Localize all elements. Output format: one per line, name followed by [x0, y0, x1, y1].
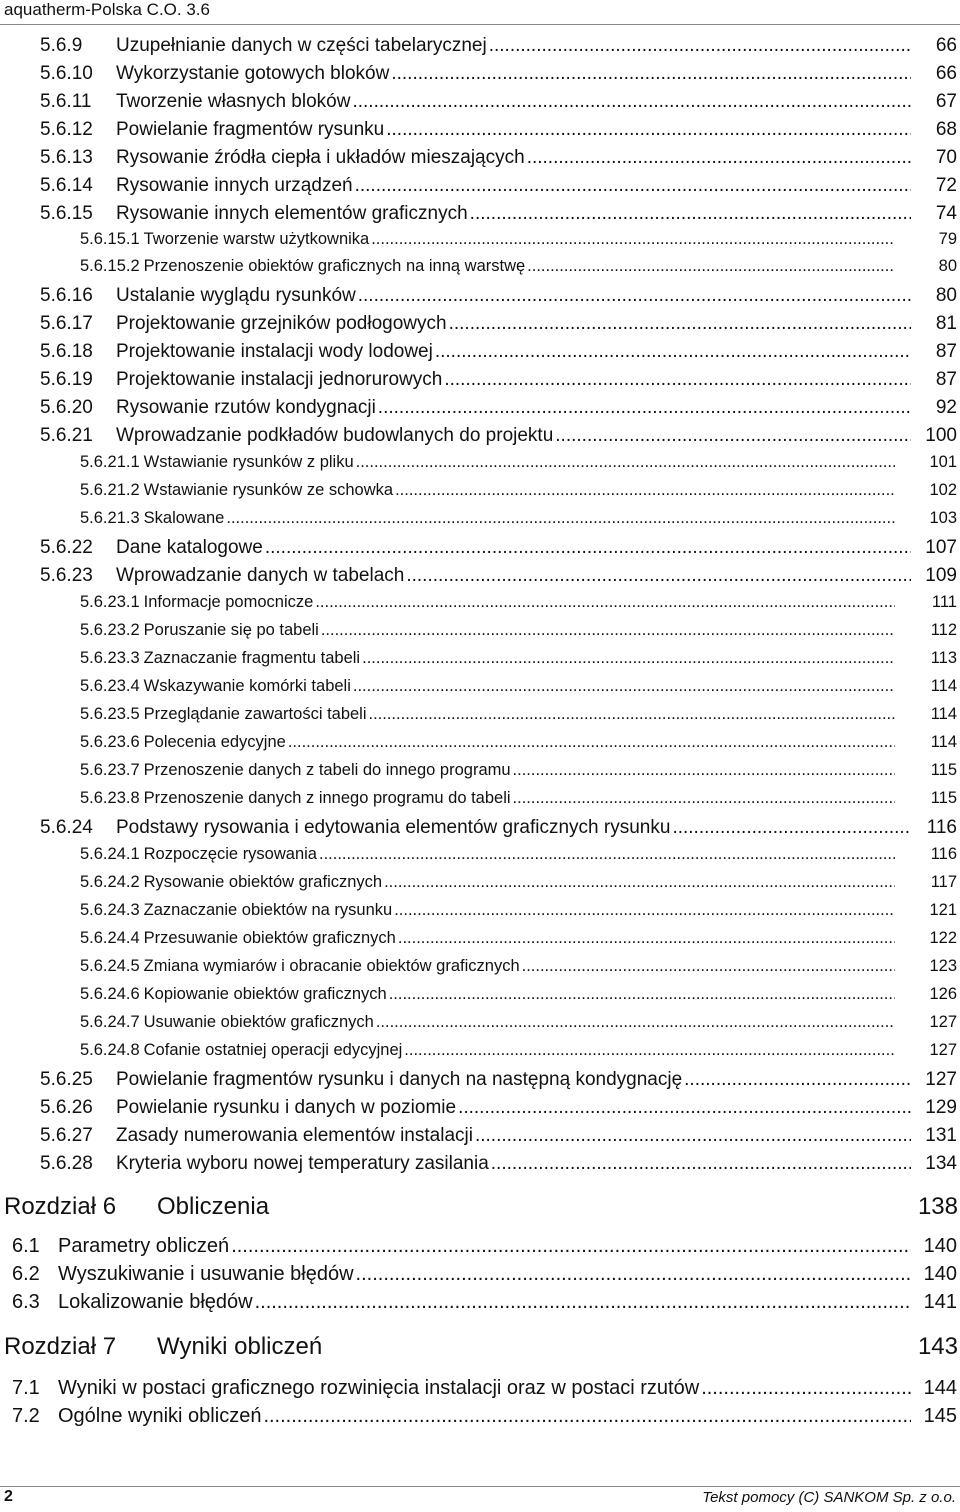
toc-entry[interactable]: [40, 1097, 957, 1119]
toc-entry-title[interactable]: Ogólne wyniki obliczeń: [58, 1405, 262, 1427]
toc-entry-number: 5.6.21: [40, 425, 93, 446]
toc-entry-title[interactable]: Dane katalogowe: [116, 537, 263, 558]
toc-leader-dots: [371, 230, 895, 249]
toc-entry[interactable]: [40, 203, 957, 225]
toc-entry-number: 5.6.23.7: [80, 761, 140, 779]
toc-entry-page: 67: [935, 91, 957, 112]
toc-leader-dots: [458, 1097, 911, 1119]
toc-entry[interactable]: [40, 175, 957, 197]
toc-entry-page: 101: [929, 453, 957, 471]
toc-entry-page: 123: [929, 957, 957, 975]
toc-entry-number: 5.6.24.1: [80, 845, 140, 863]
toc-entry-page: 143: [917, 1333, 958, 1360]
toc-entry-page: 112: [930, 621, 957, 639]
toc-leader-dots: [475, 1125, 911, 1147]
toc-entry[interactable]: [40, 63, 957, 85]
toc-entry-number: 5.6.23.4: [80, 677, 140, 695]
toc-entry-number: 5.6.9: [40, 35, 83, 56]
toc-entry[interactable]: [80, 481, 957, 500]
toc-entry-title[interactable]: Projektowanie grzejników podłogowych: [116, 313, 447, 334]
toc-entry-title[interactable]: Usuwanie obiektów graficznych: [143, 1013, 374, 1031]
toc-entry[interactable]: [40, 91, 957, 113]
toc-entry-page: 87: [935, 341, 957, 362]
toc-leader-dots: [444, 369, 911, 391]
toc-leader-dots: [513, 761, 895, 780]
toc-entry-number: 5.6.12: [40, 119, 93, 140]
toc-entry-title[interactable]: Przenoszenie danych z tabeli do innego programu: [143, 761, 511, 779]
toc-leader-dots: [255, 1291, 911, 1314]
toc-leader-dots: [395, 481, 895, 500]
toc-entry-number: 5.6.24.5: [80, 957, 140, 975]
toc-entry-page: 111: [931, 593, 957, 611]
toc-entry-number: 5.6.22: [40, 537, 93, 558]
toc-leader-dots: [406, 565, 911, 587]
toc-entry-title[interactable]: Ustalanie wyglądu rysunków: [116, 285, 356, 306]
toc-entry-page: 72: [935, 175, 957, 196]
toc-entry[interactable]: [40, 341, 957, 363]
toc-entry-number: 5.6.23.2: [80, 621, 140, 639]
toc-entry-page: 66: [935, 63, 957, 84]
toc-leader-dots: [398, 929, 895, 948]
toc-entry-page: 74: [935, 203, 957, 224]
toc-entry[interactable]: [80, 845, 957, 864]
toc-entry-number: 7.1: [12, 1377, 40, 1399]
toc-entry-title[interactable]: Wstawianie rysunków ze schowka: [143, 481, 394, 499]
toc-entry-page: 134: [925, 1153, 957, 1174]
toc-entry-page: 100: [925, 425, 957, 446]
toc-entry-number: Rozdział 7: [4, 1333, 117, 1360]
toc-entry-number: 5.6.21.1: [80, 453, 140, 471]
toc-entry-title[interactable]: Tworzenie własnych bloków: [116, 91, 351, 112]
toc-entry-title[interactable]: Powielanie fragmentów rysunku: [116, 119, 385, 140]
toc-leader-dots: [321, 621, 895, 640]
toc-leader-dots: [352, 91, 911, 113]
toc-leader-dots: [355, 175, 911, 197]
toc-leader-dots: [394, 901, 895, 920]
toc-entry-number: 6.1: [12, 1235, 40, 1257]
toc-entry-title[interactable]: Rysowanie innych urządzeń: [116, 175, 353, 196]
toc-leader-dots: [263, 1405, 911, 1428]
toc-entry[interactable]: [12, 1405, 957, 1428]
toc-entry-title[interactable]: Zaznaczanie obiektów na rysunku: [143, 901, 393, 919]
toc-entry[interactable]: [12, 1235, 957, 1258]
toc-leader-dots: [369, 705, 895, 724]
toc-entry-page: 102: [929, 481, 957, 499]
toc-entry[interactable]: [40, 313, 957, 335]
toc-entry[interactable]: [80, 649, 957, 668]
toc-leader-dots: [449, 313, 911, 335]
toc-entry[interactable]: [80, 257, 957, 276]
toc-entry[interactable]: [12, 1377, 957, 1400]
toc-entry[interactable]: [12, 1263, 957, 1286]
toc-entry-page: 116: [926, 817, 957, 838]
toc-leader-dots: [391, 63, 911, 85]
toc-leader-dots: [522, 957, 895, 976]
toc-entry-page: 121: [929, 901, 957, 919]
toc-entry-page: 129: [925, 1097, 957, 1118]
toc-entry[interactable]: [40, 1153, 957, 1175]
toc-entry-page: 131: [925, 1125, 957, 1146]
toc-entry[interactable]: [80, 621, 957, 640]
toc-entry-title[interactable]: Rysowanie rzutów kondygnacji: [116, 397, 376, 418]
toc-entry[interactable]: [80, 957, 957, 976]
toc-entry-page: 126: [929, 985, 957, 1003]
toc-entry-title[interactable]: Przesuwanie obiektów graficznych: [143, 929, 396, 947]
toc-entry-number: 5.6.15.1: [80, 230, 140, 248]
toc-entry-page: 127: [929, 1041, 957, 1059]
toc-entry-page: 81: [935, 313, 957, 334]
toc-entry[interactable]: [40, 397, 957, 419]
toc-entry-number: 5.6.24.2: [80, 873, 140, 891]
toc-entry-number: 6.2: [12, 1263, 40, 1285]
toc-entry-number: 5.6.10: [40, 63, 93, 84]
toc-leader-dots: [513, 789, 895, 808]
toc-leader-dots: [701, 1377, 911, 1400]
toc-entry-page: 68: [935, 119, 957, 140]
toc-entry[interactable]: [80, 985, 957, 1004]
toc-entry-number: 5.6.24: [40, 817, 93, 838]
toc-leader-dots: [265, 537, 911, 559]
toc-entry[interactable]: [80, 1013, 957, 1032]
toc-entry-number: 5.6.15: [40, 203, 93, 224]
toc-entry-title[interactable]: Wyniki obliczeń: [157, 1333, 323, 1360]
toc-entry-title[interactable]: Polecenia edycyjne: [143, 733, 286, 751]
toc-entry[interactable]: [40, 147, 957, 169]
toc-entry-page: 127: [929, 1013, 957, 1031]
toc-entry-title[interactable]: Wskazywanie komórki tabeli: [143, 677, 351, 695]
toc-entry-page: 144: [923, 1377, 957, 1399]
footer-page-number: 2: [4, 1488, 13, 1505]
toc-entry[interactable]: [40, 425, 957, 447]
toc-entry-page: 114: [930, 733, 957, 751]
toc-leader-dots: [356, 453, 895, 472]
toc-leader-dots: [489, 35, 911, 57]
toc-entry-number: 5.6.18: [40, 341, 93, 362]
toc-entry-number: 5.6.27: [40, 1125, 93, 1146]
table-of-contents: [0, 33, 960, 1486]
toc-entry[interactable]: [80, 509, 957, 528]
toc-entry[interactable]: [12, 1291, 957, 1314]
toc-entry-page: 122: [929, 929, 957, 947]
toc-leader-dots: [319, 845, 895, 864]
toc-entry[interactable]: [80, 677, 957, 696]
toc-leader-dots: [231, 1235, 911, 1258]
toc-entry-number: 5.6.23.5: [80, 705, 140, 723]
toc-entry-title[interactable]: Wyniki w postaci graficznego rozwinięcia instalacji oraz w postaci rzutów: [58, 1377, 700, 1399]
toc-entry-page: 107: [925, 537, 957, 558]
toc-entry-title[interactable]: Tworzenie warstw użytkownika: [143, 230, 370, 248]
toc-entry-title[interactable]: Poruszanie się po tabeli: [143, 621, 319, 639]
toc-entry-number: 5.6.25: [40, 1069, 93, 1090]
toc-entry-title[interactable]: Wstawianie rysunków z pliku: [143, 453, 354, 471]
toc-entry-number: 5.6.23: [40, 565, 93, 586]
toc-entry-page: 113: [930, 649, 957, 667]
toc-leader-dots: [555, 425, 911, 447]
toc-entry-number: 5.6.17: [40, 313, 93, 334]
header-rule: [0, 24, 960, 25]
toc-entry-page: 109: [925, 565, 957, 586]
toc-entry-page: 117: [930, 873, 957, 891]
toc-entry-title[interactable]: Zmiana wymiarów i obracanie obiektów graficznych: [143, 957, 520, 975]
toc-entry-number: 5.6.20: [40, 397, 93, 418]
toc-entry-page: 140: [923, 1263, 957, 1285]
toc-entry-number: 5.6.11: [40, 91, 92, 112]
toc-entry[interactable]: [80, 230, 957, 249]
toc-entry[interactable]: [40, 537, 957, 559]
toc-entry-page: 92: [935, 397, 957, 418]
toc-entry[interactable]: [40, 565, 957, 587]
toc-entry-title[interactable]: Przeglądanie zawartości tabeli: [143, 705, 367, 723]
toc-entry[interactable]: [4, 1193, 958, 1221]
toc-entry-number: Rozdział 6: [4, 1193, 117, 1220]
toc-entry-page: 114: [930, 705, 957, 723]
toc-entry-number: 5.6.23.3: [80, 649, 140, 667]
toc-leader-dots: [315, 593, 895, 612]
toc-entry-number: 5.6.23.8: [80, 789, 140, 807]
toc-entry-title[interactable]: Skalowane: [143, 509, 225, 527]
toc-entry[interactable]: [40, 35, 957, 57]
toc-leader-dots: [288, 733, 895, 752]
footer-rule: [0, 1486, 960, 1487]
toc-leader-dots: [376, 1013, 895, 1032]
toc-leader-dots: [378, 397, 911, 419]
toc-leader-dots: [672, 817, 911, 839]
toc-entry-title[interactable]: Wykorzystanie gotowych bloków: [116, 63, 390, 84]
toc-entry[interactable]: [80, 929, 957, 948]
toc-entry[interactable]: [40, 1125, 957, 1147]
toc-entry-title[interactable]: Projektowanie instalacji wody lodowej: [116, 341, 433, 362]
toc-entry[interactable]: [40, 1069, 957, 1091]
toc-entry-page: 138: [917, 1193, 958, 1220]
toc-entry-number: 5.6.14: [40, 175, 93, 196]
toc-entry[interactable]: [80, 705, 957, 724]
toc-entry-number: 5.6.24.3: [80, 901, 140, 919]
toc-leader-dots: [470, 203, 911, 225]
toc-entry-page: 70: [935, 147, 957, 168]
toc-entry[interactable]: [40, 369, 957, 391]
toc-entry[interactable]: [80, 873, 957, 892]
toc-entry-title[interactable]: Obliczenia: [157, 1193, 270, 1220]
toc-entry[interactable]: [80, 593, 957, 612]
toc-entry-number: 5.6.19: [40, 369, 93, 390]
toc-entry-title[interactable]: Przenoszenie obiektów graficznych na inną warstwę: [143, 257, 526, 275]
toc-entry-page: 145: [923, 1405, 957, 1427]
toc-entry-number: 5.6.23.6: [80, 733, 140, 751]
toc-leader-dots: [226, 509, 895, 528]
toc-entry-number: 5.6.26: [40, 1097, 93, 1118]
toc-entry[interactable]: [40, 119, 957, 141]
toc-entry-title[interactable]: Zasady numerowania elementów instalacji: [116, 1125, 473, 1146]
toc-entry-title[interactable]: Projektowanie instalacji jednorurowych: [116, 369, 443, 390]
toc-entry[interactable]: [80, 789, 957, 808]
toc-leader-dots: [358, 285, 911, 307]
toc-entry-page: 80: [938, 257, 957, 275]
toc-leader-dots: [491, 1153, 911, 1175]
toc-entry-page: 127: [925, 1069, 957, 1090]
document-header-title: aquatherm-Polska C.O. 3.6: [4, 0, 210, 19]
toc-entry-page: 140: [923, 1235, 957, 1257]
toc-entry[interactable]: [4, 1333, 958, 1361]
toc-entry[interactable]: [80, 1041, 957, 1060]
toc-entry-title[interactable]: Cofanie ostatniej operacji edycyjnej: [143, 1041, 403, 1059]
toc-entry-title[interactable]: Zaznaczanie fragmentu tabeli: [143, 649, 361, 667]
toc-entry-number: 5.6.24.7: [80, 1013, 140, 1031]
toc-entry-title[interactable]: Rysowanie źródła ciepła i układów mieszających: [116, 147, 525, 168]
toc-entry-title[interactable]: Informacje pomocnicze: [143, 593, 314, 611]
toc-leader-dots: [389, 985, 895, 1004]
toc-entry-title[interactable]: Powielanie fragmentów rysunku i danych na następną kondygnację: [116, 1069, 683, 1090]
toc-entry-number: 7.2: [12, 1405, 40, 1427]
toc-entry-page: 141: [923, 1291, 957, 1313]
toc-entry-page: 79: [938, 230, 957, 248]
toc-leader-dots: [356, 1263, 911, 1286]
toc-entry-page: 80: [935, 285, 957, 306]
toc-entry-page: 103: [929, 509, 957, 527]
toc-entry-title[interactable]: Rysowanie innych elementów graficznych: [116, 203, 468, 224]
toc-entry-title[interactable]: Parametry obliczeń: [58, 1235, 230, 1257]
toc-entry-number: 5.6.21.3: [80, 509, 140, 527]
toc-entry-title[interactable]: Przenoszenie danych z innego programu do tabeli: [143, 789, 511, 807]
toc-leader-dots: [362, 649, 895, 668]
toc-entry-page: 66: [935, 35, 957, 56]
toc-entry[interactable]: [40, 285, 957, 307]
toc-leader-dots: [527, 257, 895, 276]
toc-entry-number: 5.6.16: [40, 285, 93, 306]
toc-entry-title[interactable]: Kopiowanie obiektów graficznych: [143, 985, 387, 1003]
toc-entry[interactable]: [80, 453, 957, 472]
toc-entry-title[interactable]: Uzupełnianie danych w części tabelarycznej: [116, 35, 487, 56]
toc-entry-number: 5.6.24.6: [80, 985, 140, 1003]
toc-leader-dots: [384, 873, 895, 892]
toc-entry[interactable]: [40, 817, 957, 839]
toc-leader-dots: [527, 147, 911, 169]
toc-entry-title[interactable]: Wprowadzanie danych w tabelach: [116, 565, 405, 586]
toc-entry-title[interactable]: Powielanie rysunku i danych w poziomie: [116, 1097, 457, 1118]
toc-entry-number: 5.6.24.8: [80, 1041, 140, 1059]
toc-entry-title[interactable]: Lokalizowanie błędów: [58, 1291, 253, 1313]
footer-copyright: Tekst pomocy (C) SANKOM Sp. z o.o.: [702, 1489, 956, 1506]
toc-entry[interactable]: [80, 733, 957, 752]
toc-entry-number: 6.3: [12, 1291, 40, 1313]
toc-entry-number: 5.6.23.1: [80, 593, 140, 611]
toc-entry-page: 114: [930, 677, 957, 695]
toc-entry-title[interactable]: Rozpoczęcie rysowania: [143, 845, 317, 863]
toc-leader-dots: [386, 119, 911, 141]
toc-entry-page: 115: [930, 761, 957, 779]
toc-entry-title[interactable]: Kryteria wyboru nowej temperatury zasilania: [116, 1153, 489, 1174]
toc-entry-number: 5.6.28: [40, 1153, 93, 1174]
toc-entry-number: 5.6.13: [40, 147, 93, 168]
toc-entry-number: 5.6.21.2: [80, 481, 140, 499]
toc-entry-page: 116: [930, 845, 957, 863]
toc-entry-number: 5.6.15.2: [80, 257, 140, 275]
toc-entry-number: 5.6.24.4: [80, 929, 140, 947]
toc-entry[interactable]: [80, 901, 957, 920]
toc-leader-dots: [435, 341, 911, 363]
toc-leader-dots: [684, 1069, 911, 1091]
toc-entry[interactable]: [80, 761, 957, 780]
toc-entry-page: 87: [935, 369, 957, 390]
toc-leader-dots: [353, 677, 895, 696]
toc-entry-page: 115: [930, 789, 957, 807]
toc-leader-dots: [404, 1041, 895, 1060]
toc-entry-title[interactable]: Wyszukiwanie i usuwanie błędów: [58, 1263, 354, 1285]
toc-entry-title[interactable]: Wprowadzanie podkładów budowlanych do projektu: [116, 425, 554, 446]
toc-entry-title[interactable]: Rysowanie obiektów graficznych: [143, 873, 383, 891]
toc-entry-title[interactable]: Podstawy rysowania i edytowania elementów graficznych rysunku: [116, 817, 671, 838]
